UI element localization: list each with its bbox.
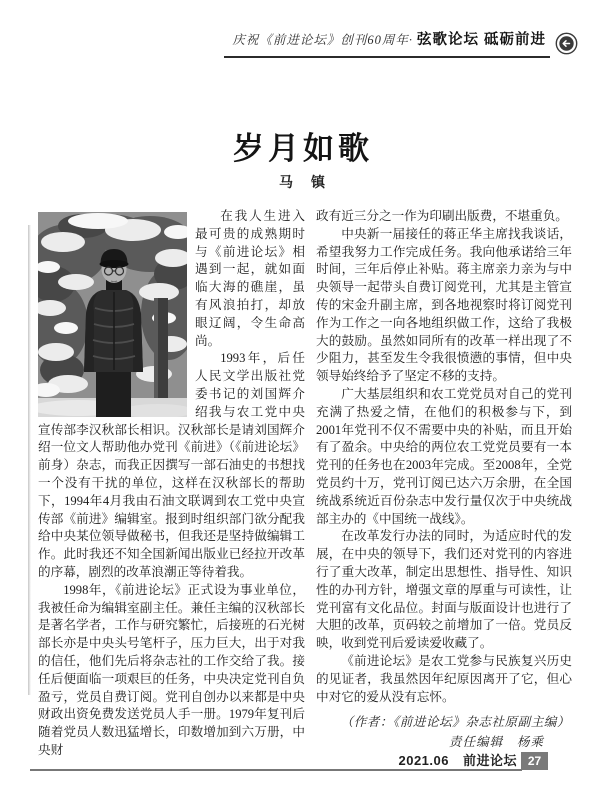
footer-journal-info [0, 750, 517, 769]
footer-journal-name: 前进论坛 [462, 753, 517, 768]
paragraph-continuation: 政有近三分之一作为印刷出版费，不堪重负。 [316, 209, 568, 223]
footer-rule [30, 769, 522, 771]
paragraph-intro: 在我人生进入最可贵的成熟期时与《前进论坛》相遇到一起，就如面临大海的礁崖，虽有风浪拍打，却放眼辽阔，令生命高尚。 [195, 209, 305, 348]
paragraph-reform: 在改革发行办法的同时，为适应时代的发展，在中央的领导下，我们还对党刊的内容进行了重大改革，制定出思想性、指导性、知识性的办刊方针，增强文章的厚重与可读性，让党刊富有文化品位。封面与版面设计也进行了大胆的改革，页码较之前增加了一倍。党员反映，收到党刊后爱读爱收藏了。 [316, 529, 572, 651]
left-column [38, 208, 305, 760]
editor-credit: 责任编辑 杨乘 [448, 735, 544, 750]
page-header [224, 28, 578, 58]
portrait-photo [38, 212, 187, 417]
page-number: 27 [521, 752, 548, 770]
paragraph-chairman: 中央新一届接任的蒋正华主席找我谈话，希望我努力工作完成任务。我向他承诺给三年时间，三年后停止补贴。蒋主席亲力亲为与中央领导一起带头自费订阅党刊，尤其是主管宣传的宋金升副主席，到各地视察时将订阅党刊作为工作之一向各地组织做工作，这给了我极大的鼓励。虽然如同所有的改革一样出现了不少阻力，甚至发生令我很愤懑的事情，但中央领导始终给予了坚定不移的支持。 [316, 226, 572, 384]
header-slogan-forum: 弦歌论坛 砥砺前进 [416, 32, 546, 48]
right-column [316, 208, 572, 760]
article-body [38, 208, 572, 760]
article-author: 马 镇 [279, 174, 327, 190]
paragraph-1998: 1998年，《前进论坛》正式设为事业单位，我被任命为编辑室副主任。兼任主编的汉秋部长是著名学者，工作与研究繁忙，后接班的石光树部长亦是中央头号笔杆子，压力巨大，出于对我的信任，他们先后将杂志社的工作交给了我。接任后便面临一项艰巨的任务，中央决定党刊自负盈亏，党员自费订阅。党刊自创办以来都是中央财政出资免费发送党员人手一册。1979年复刊后随着党员人数迅猛增长，印数增加到六万册，中央财 [38, 582, 305, 757]
header-slogan-celebration: 庆祝《前进论坛》创刊60周年· [232, 33, 413, 47]
back-arrow-circle-icon [555, 32, 578, 55]
paragraph-1993: 1993年，后任人民文学出版社党委书记的刘国辉介绍我与农工党中央宣传部李汉秋部长相识。汉秋部长是请刘国辉介绍一位文人帮助他办党刊《前进》（《前进论坛》前身）杂志，而我正因撰写一部石油史的书想找一个没有干扰的单位，这样在汉秋部长的帮助下，1994年4月我由石油文联调到农工党中央宣传部《前进》编辑室。报到时组织部门欲分配我给中央某位领导做秘书，但我还是坚持做编辑工作。此时我还不知全国新闻出版业已经拉开改革的序幕，剧烈的改革浪潮正等待着我。 [38, 351, 305, 579]
header-slogan [224, 28, 550, 58]
paragraph-closing: 《前进论坛》是农工党参与民族复兴历史的见证者，我虽然因年纪原因离开了它，但心中对它的爱从没有忘怀。 [316, 653, 572, 704]
paragraph-subscription: 广大基层组织和农工党党员对自己的党刊充满了热爱之情，在他们的积极参与下，到2001年党刊不仅不需要中央的补贴，而且开始有了盈余。中央给的两位农工党党员要有一本党刊的任务也在2003年完成。至2008年，全党党员约十万，党刊订阅已达六万余册，在全国统战系统近百份杂志中发行量仅次于中央统战部主办的《中国统一战线》。 [316, 386, 572, 526]
author-byline: （作者：《前进论坛》杂志社原副主编） [340, 715, 570, 730]
scan-shadow-artifact [28, 225, 31, 695]
article-title: 岁月如歌 [233, 131, 373, 166]
footer-issue: 2021.06 [398, 753, 449, 768]
